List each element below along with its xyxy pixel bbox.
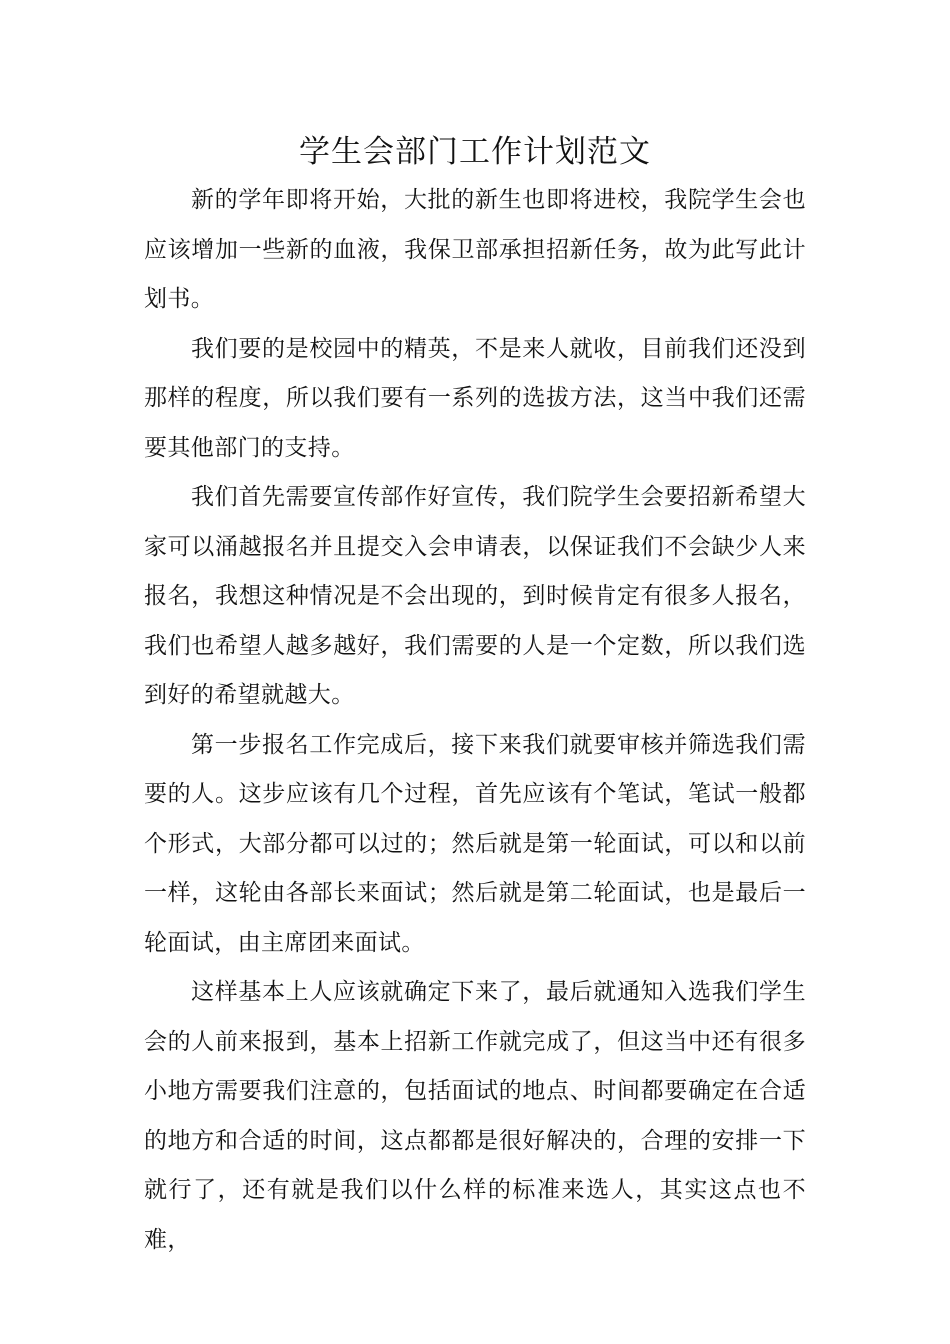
paragraph-2: 我们要的是校园中的精英，不是来人就收，目前我们还没到那样的程度，所以我们要有一系列的选拔方法，这当中我们还需要其他部门的支持。 <box>144 335 806 461</box>
paragraph-1: 新的学年即将开始，大批的新生也即将进校，我院学生会也应该增加一些新的血液，我保卫部承担招新任务，故为此写此计划书。 <box>144 187 806 312</box>
paragraph-4: 第一步报名工作完成后，接下来我们就要审核并筛选我们需要的人。这步应该有几个过程，首先应该有个笔试，笔试一般都个形式，大部分都可以过的；然后就是第一轮面试，可以和以前一样，这轮由各部长来面试；然后就是第二轮面试，也是最后一轮面试，由主席团来面试。 <box>144 731 806 956</box>
document-title: 学生会部门工作计划范文 <box>299 134 651 170</box>
document-body <box>144 176 806 1265</box>
paragraph-5: 这样基本上人应该就确定下来了，最后就通知入选我们学生会的人前来报到，基本上招新工作就完成了，但这当中还有很多小地方需要我们注意的，包括面试的地点、时间都要确定在合适的地方和合适的时间，这点都都是很好解决的，合理的安排一下就行了，还有就是我们以什么样的标准来选人，其实这点也不难， <box>144 979 806 1253</box>
paragraph-3: 我们首先需要宣传部作好宣传，我们院学生会要招新希望大家可以涌越报名并且提交入会申请表，以保证我们不会缺少人来报名，我想这种情况是不会出现的，到时候肯定有很多人报名，我们也希望人越多越好，我们需要的人是一个定数，所以我们选到好的希望就越大。 <box>144 484 806 708</box>
